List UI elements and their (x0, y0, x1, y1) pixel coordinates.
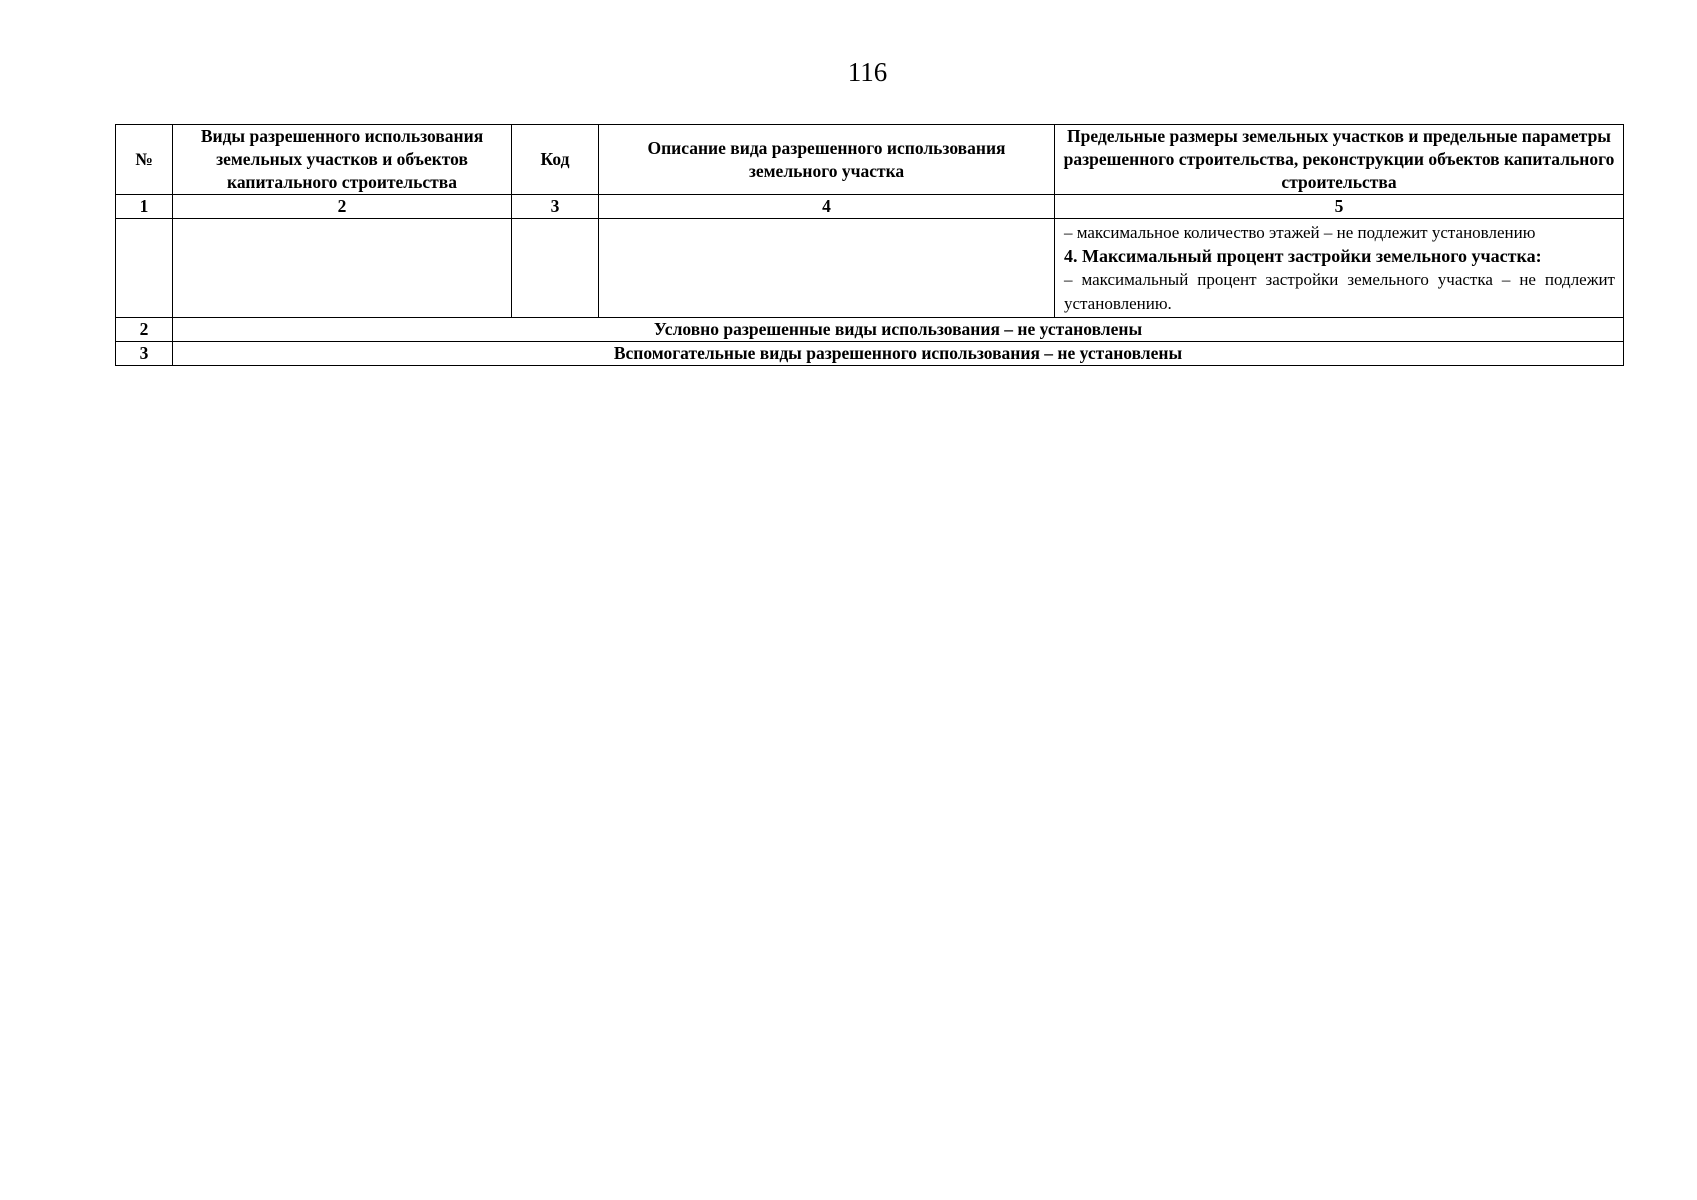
page-number: 116 (847, 57, 888, 87)
table-row-continuation (116, 219, 1624, 318)
table-row (116, 318, 1624, 342)
land-use-table (115, 124, 1624, 366)
empty-cell (173, 219, 512, 318)
column-number: 4 (599, 195, 1055, 219)
row-number: 3 (116, 342, 173, 366)
max-coverage-text: – максимальный процент застройки земельного участка – не подлежит установлению. (1064, 270, 1615, 313)
column-number: 3 (512, 195, 599, 219)
table-row (116, 342, 1624, 366)
row-text: Вспомогательные виды разрешенного использования – не установлены (173, 342, 1624, 366)
table-header-row (116, 125, 1624, 195)
empty-cell (599, 219, 1055, 318)
parameters-cell (1055, 219, 1624, 318)
header-use-types: Виды разрешенного использования земельных участков и объектов капитального строительства (173, 125, 512, 195)
max-floors-text: – максимальное количество этажей – не подлежит установлению (1064, 223, 1536, 242)
header-number: № (116, 125, 173, 195)
header-parameters: Предельные размеры земельных участков и предельные параметры разрешенного строительства, реконструкции объектов капитального строительства (1055, 125, 1624, 195)
header-code: Код (512, 125, 599, 195)
section-heading-max-coverage: 4. Максимальный процент застройки земельного участка: (1064, 245, 1542, 266)
header-description: Описание вида разрешенного использования земельного участка (599, 125, 1055, 195)
column-number: 1 (116, 195, 173, 219)
row-text: Условно разрешенные виды использования – не установлены (173, 318, 1624, 342)
column-number: 2 (173, 195, 512, 219)
column-number: 5 (1055, 195, 1624, 219)
row-number: 2 (116, 318, 173, 342)
empty-cell (512, 219, 599, 318)
column-number-row (116, 195, 1624, 219)
empty-cell (116, 219, 173, 318)
